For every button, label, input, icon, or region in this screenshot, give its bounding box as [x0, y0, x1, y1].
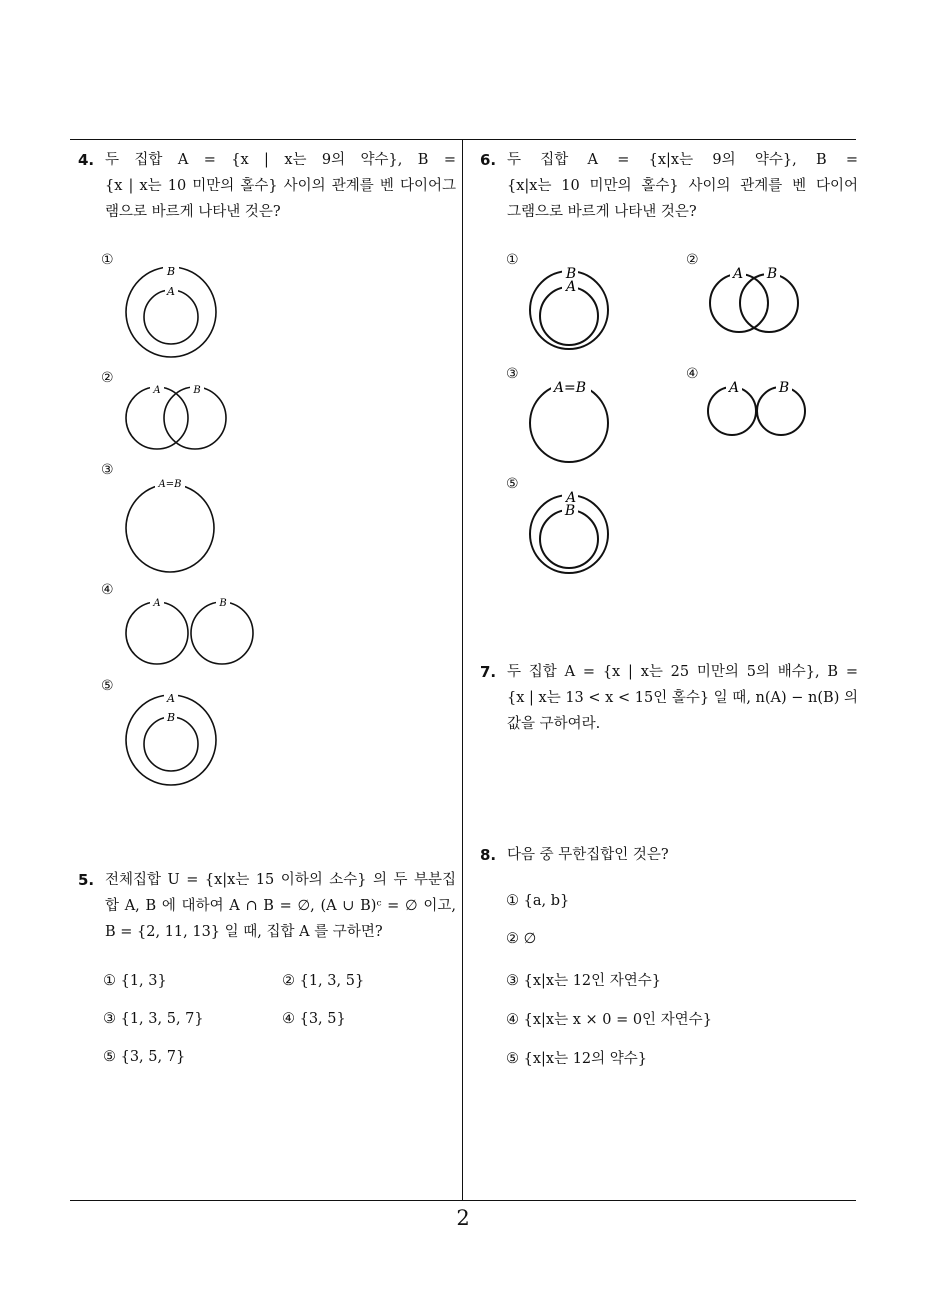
question-8-number: 8.	[480, 846, 497, 864]
venn-label-a: A	[732, 266, 744, 282]
question-6-line-1: 두 집합 A = {x|x는 9의 약수}, B =	[507, 152, 858, 168]
q5-option-4: ④ {3, 5}	[282, 1011, 346, 1027]
q6-venn-option-2	[704, 264, 804, 336]
q4-option-5-marker: ⑤	[101, 678, 114, 694]
venn-label-a: A	[167, 285, 175, 298]
question-4-number: 4.	[78, 151, 95, 169]
q4-venn-option-5	[120, 690, 224, 788]
q6-venn-option-3	[526, 378, 614, 466]
venn-label-b: B	[193, 385, 201, 396]
q6-option-1-marker: ①	[506, 252, 519, 268]
question-5-line-1: 전체집합 U = {x|x는 15 이하의 소수} 의 두 부분집	[105, 872, 456, 888]
question-6-number: 6.	[480, 151, 497, 169]
venn-label-b: B	[778, 380, 790, 396]
venn-label-b: B	[766, 266, 778, 282]
q8-option-4: ④ {x|x는 x × 0 = 0인 자연수}	[506, 1012, 712, 1028]
bottom-rule	[70, 1200, 856, 1201]
q8-option-2: ② ∅	[506, 931, 537, 947]
question-7-line-2: {x | x는 13 < x < 15인 홀수} 일 때, n(A) − n(B) 의	[507, 690, 858, 706]
venn-label-a-equals-b: A=B	[158, 479, 182, 490]
q6-venn-option-4	[704, 378, 810, 440]
venn-label-a-equals-b: A=B	[553, 380, 587, 396]
q5-option-5: ⑤ {3, 5, 7}	[103, 1049, 186, 1065]
q6-venn-option-1	[526, 264, 614, 356]
q6-venn-option-5	[526, 488, 614, 580]
venn-label-a: A	[565, 279, 577, 295]
q6-option-5-marker: ⑤	[506, 476, 519, 492]
question-5-line-2: 합 A, B 에 대하여 A ∩ B = ∅, (A ∪ B)ᶜ = ∅ 이고,	[105, 898, 456, 914]
question-7-line-3: 값을 구하여라.	[507, 716, 601, 732]
question-5-number: 5.	[78, 871, 95, 889]
column-divider	[462, 139, 463, 1200]
q6-option-4-marker: ④	[686, 366, 699, 382]
venn-label-a: A	[153, 385, 161, 396]
q6-option-2-marker: ②	[686, 252, 699, 268]
q8-option-3: ③ {x|x는 12인 자연수}	[506, 973, 662, 989]
q6-option-3-marker: ③	[506, 366, 519, 382]
q5-option-3: ③ {1, 3, 5, 7}	[103, 1011, 204, 1027]
venn-label-a: A	[728, 380, 740, 396]
venn-label-b: B	[219, 598, 227, 609]
question-6-line-2: {x|x는 10 미만의 홀수} 사이의 관계를 벤 다이어	[507, 178, 858, 194]
q4-option-2-marker: ②	[101, 370, 114, 386]
question-7-number: 7.	[480, 663, 497, 681]
question-7-line-1: 두 집합 A = {x | x는 25 미만의 5의 배수}, B =	[507, 664, 858, 680]
venn-label-b: B	[565, 266, 577, 282]
page-number: 2	[456, 1206, 470, 1230]
q5-option-1: ① {1, 3}	[103, 973, 167, 989]
q4-venn-option-2	[120, 378, 232, 454]
q5-option-2: ② {1, 3, 5}	[282, 973, 365, 989]
top-rule	[70, 139, 856, 140]
question-8-line-1: 다음 중 무한집합인 것은?	[507, 847, 669, 863]
question-4-line-2: {x | x는 10 미만의 홀수} 사이의 관계를 벤 다이어그	[105, 178, 456, 194]
venn-label-a: A	[565, 490, 577, 506]
q4-venn-option-1	[120, 262, 224, 362]
q4-option-3-marker: ③	[101, 462, 114, 478]
venn-label-b: B	[564, 503, 576, 519]
q8-option-1: ① {a, b}	[506, 893, 570, 909]
question-4-line-3: 램으로 바르게 나타낸 것은?	[105, 204, 281, 220]
question-4-line-1: 두 집합 A = {x | x는 9의 약수}, B =	[105, 152, 456, 168]
q4-venn-option-4	[120, 594, 260, 670]
q4-venn-option-3	[120, 476, 222, 574]
q4-option-4-marker: ④	[101, 582, 114, 598]
venn-label-a: A	[167, 692, 175, 705]
q8-option-5: ⑤ {x|x는 12의 약수}	[506, 1051, 647, 1067]
q4-option-1-marker: ①	[101, 252, 114, 268]
question-5-line-3: B = {2, 11, 13} 일 때, 집합 A 를 구하면?	[105, 924, 383, 940]
venn-label-b: B	[166, 265, 176, 278]
question-6-line-3: 그램으로 바르게 나타낸 것은?	[507, 204, 697, 220]
venn-label-a: A	[153, 598, 161, 609]
venn-label-b: B	[166, 711, 176, 724]
